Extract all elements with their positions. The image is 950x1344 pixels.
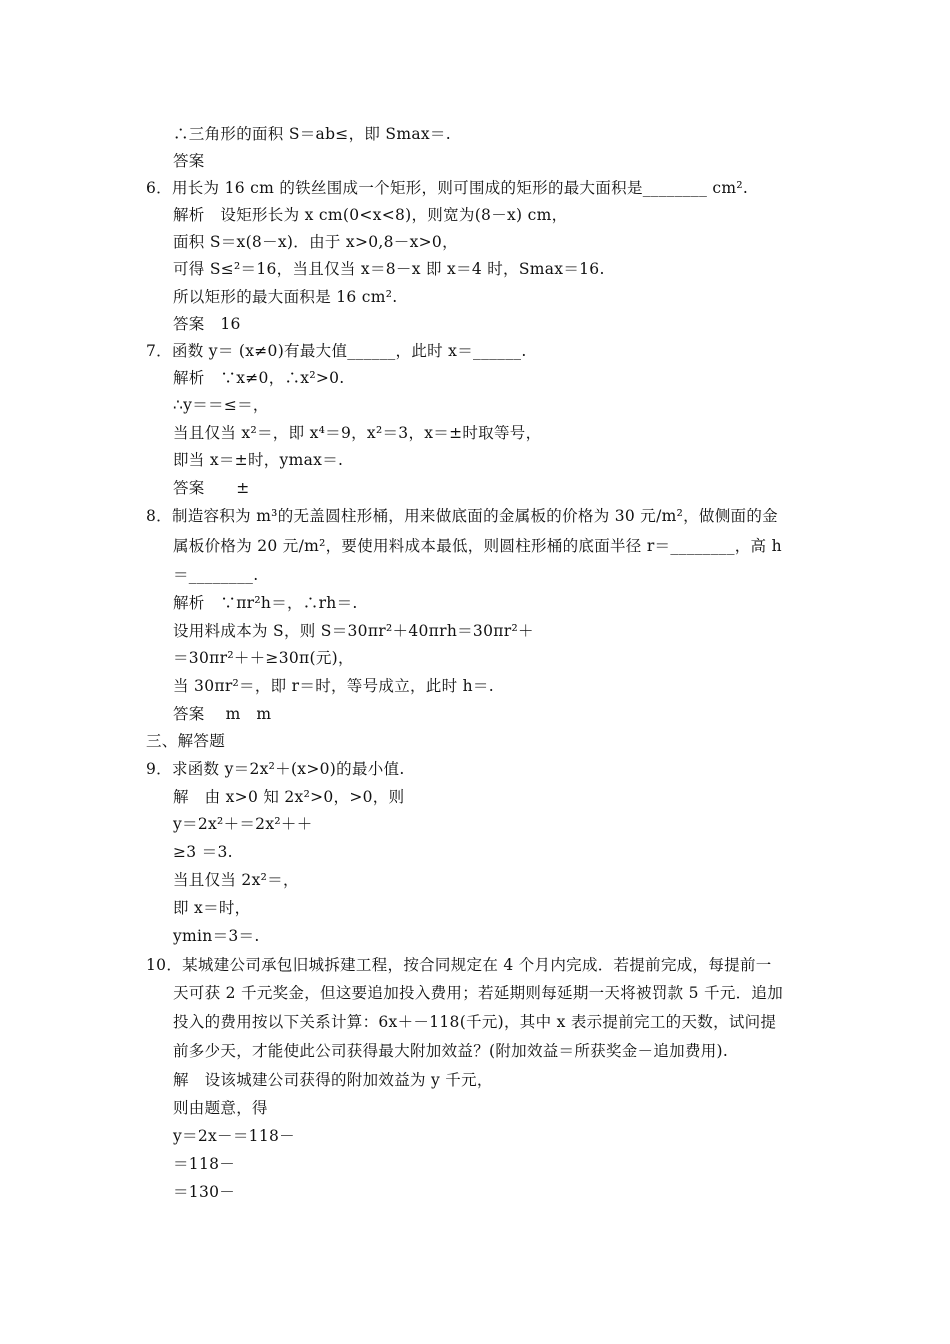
text-line: 解析 ∵x≠0，∴x²>0. xyxy=(173,369,345,387)
text-line: 答案 ± xyxy=(173,479,250,497)
text-line: 8．制造容积为 m³的无盖圆柱形桶，用来做底面的金属板的价格为 30 元/m²，做侧面的金 xyxy=(146,507,778,525)
text-line: ≥3 ＝3. xyxy=(173,843,233,861)
text-line: 投入的费用按以下关系计算：6x＋－118(千元)，其中 x 表示提前完工的天数，试问提 xyxy=(173,1013,777,1031)
text-line: 所以矩形的最大面积是 16 cm². xyxy=(173,288,398,306)
text-line: y＝2x²＋＝2x²＋＋ xyxy=(173,815,313,833)
text-line: 设用料成本为 S，则 S＝30πr²＋40πrh＝30πr²＋ xyxy=(173,622,534,640)
text-line: 答案 xyxy=(173,152,205,170)
text-line: ＝130－ xyxy=(173,1183,236,1201)
text-line: ＝118－ xyxy=(173,1155,236,1173)
section-heading: 三、解答题 xyxy=(146,732,226,750)
text-line: y＝2x－＝118－ xyxy=(173,1127,295,1145)
text-line: 天可获 2 千元奖金，但这要追加投入费用；若延期则每延期一天将被罚款 5 千元．追加 xyxy=(173,984,784,1002)
text-line: 即当 x＝±时，ymax＝. xyxy=(173,451,344,469)
text-line: 可得 S≤²＝16，当且仅当 x＝8－x 即 x＝4 时，Smax＝16. xyxy=(173,260,605,278)
text-line: ∴三角形的面积 S＝ab≤，即 Smax＝. xyxy=(173,125,451,143)
text-line: 7．函数 y＝ (x≠0)有最大值______，此时 x＝______. xyxy=(146,342,527,360)
text-line: 当 30πr²＝，即 r＝时，等号成立，此时 h＝. xyxy=(173,677,494,695)
text-line: ymin＝3＝. xyxy=(173,927,260,945)
text-line: 解 由 x>0 知 2x²>0，>0，则 xyxy=(173,788,405,806)
text-line: 解 设该城建公司获得的附加效益为 y 千元， xyxy=(173,1071,493,1089)
text-line: 前多少天，才能使此公司获得最大附加效益？(附加效益＝所获奖金－追加费用). xyxy=(173,1042,729,1060)
text-line: 面积 S＝x(8－x)．由于 x>0,8－x>0， xyxy=(173,233,458,251)
text-line: ＝30πr²＋＋≥30π(元)， xyxy=(173,649,354,667)
text-line: ∴y＝＝≤＝， xyxy=(173,396,269,414)
text-line: 当且仅当 x²＝，即 x⁴＝9，x²＝3，x＝±时取等号， xyxy=(173,424,542,442)
text-line: 答案 m m xyxy=(173,705,272,723)
text-line: ＝________. xyxy=(173,566,259,584)
text-line: 当且仅当 2x²＝， xyxy=(173,871,299,889)
text-line: 答案 16 xyxy=(173,315,241,333)
text-line: 则由题意，得 xyxy=(173,1099,268,1117)
text-line: 属板价格为 20 元/m²，要使用料成本最低，则圆柱形桶的底面半径 r＝________，高 h xyxy=(173,537,782,555)
text-line: 10．某城建公司承包旧城拆建工程，按合同规定在 4 个月内完成．若提前完成，每提前一 xyxy=(146,956,772,974)
text-line: 即 x＝时， xyxy=(173,899,251,917)
text-line: 解析 设矩形长为 x cm(0<x<8)，则宽为(8－x) cm， xyxy=(173,206,568,224)
text-line: 9．求函数 y＝2x²＋(x>0)的最小值. xyxy=(146,760,405,778)
text-line: 解析 ∵πr²h＝，∴rh＝. xyxy=(173,594,358,612)
text-line: 6．用长为 16 cm 的铁丝围成一个矩形，则可围成的矩形的最大面积是________ cm². xyxy=(146,179,749,197)
